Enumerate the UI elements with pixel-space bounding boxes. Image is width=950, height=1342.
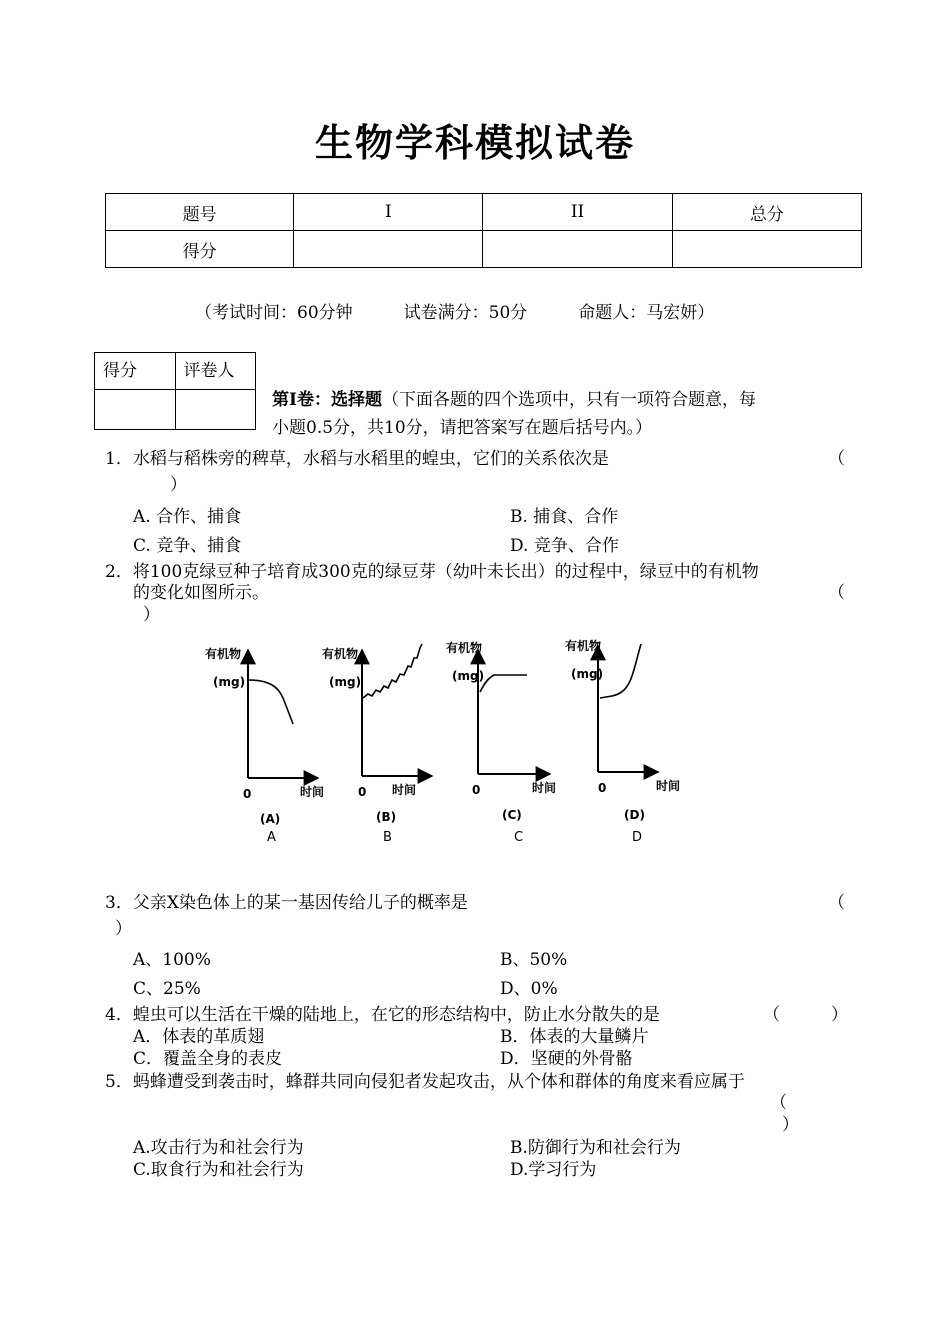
q1-answer-paren-open: （ [828, 449, 845, 469]
section1-desc: （下面各题的四个选项中，只有一项符合题意，每 [381, 390, 756, 410]
q5-answer-paren-open: （ [770, 1093, 787, 1113]
chart-c-origin: 0 [472, 783, 481, 797]
chart-c-ylabel: 有机物 [446, 641, 483, 655]
score-table-header: 总分 [672, 194, 861, 231]
q3-answer-paren-open: （ [828, 893, 845, 913]
q3-stem: 3．父亲X染色体上的某一基因传给儿子的概率是 [105, 893, 468, 913]
chart-c-xlabel: 时间 [532, 781, 557, 795]
score-table-header: II [483, 194, 672, 231]
chart-a-ylabel: 有机物 [205, 647, 242, 661]
q1-stem: 1．水稻与稻株旁的稗草，水稻与水稻里的蝗虫，它们的关系依次是 [105, 449, 609, 469]
q4-answer-paren: （ ） [763, 1005, 848, 1025]
chart-b-origin: 0 [358, 785, 367, 799]
chart-c-tag: (C) [502, 808, 522, 822]
chart-a [205, 646, 324, 845]
section1-line1 [272, 385, 756, 410]
q1-answer-paren-close: ） [170, 475, 187, 495]
chart-d-ylabel: 有机物 [565, 639, 602, 653]
chart-a-origin: 0 [243, 787, 252, 801]
chart-d-letter: D [632, 830, 643, 845]
chart-b [322, 644, 432, 845]
q1-option-c: C. 竞争、捕食 [133, 536, 242, 556]
chart-d-unit: (mg) [571, 667, 604, 681]
q5-option-a: A.攻击行为和社会行为 [133, 1138, 304, 1158]
q5-stem: 5．蚂蜂遭受到袭击时，蜂群共同向侵犯者发起攻击，从个体和群体的角度来看应属于 [105, 1072, 745, 1092]
q1-option-d: D. 竞争、合作 [510, 536, 619, 556]
score-cell[interactable] [483, 231, 672, 268]
chart-b-letter: B [383, 830, 392, 845]
grader-name-cell[interactable] [175, 390, 256, 430]
q5-option-c: C.取食行为和社会行为 [133, 1160, 304, 1180]
chart-b-unit: (mg) [329, 675, 362, 689]
chart-b-curve [363, 644, 422, 698]
q5-option-d: D.学习行为 [510, 1160, 597, 1180]
chart-c-letter: C [514, 830, 524, 845]
score-cell[interactable] [294, 231, 483, 268]
chart-d [565, 638, 680, 845]
q1-option-a: A. 合作、捕食 [133, 507, 242, 527]
chart-c-unit: (mg) [452, 669, 485, 683]
chart-a-curve [249, 680, 293, 724]
q4-option-b: B．体表的大量鳞片 [500, 1027, 649, 1047]
chart-c-curve [480, 675, 527, 692]
q2-answer-paren-close: ） [143, 605, 160, 625]
score-table-header: 题号 [106, 194, 294, 231]
chart-a-letter: A [267, 830, 276, 845]
q2-stem-line2: 的变化如图所示。 [133, 583, 269, 603]
chart-a-tag: (A) [260, 812, 281, 826]
q4-option-d: D．坚硬的外骨骼 [500, 1049, 633, 1069]
q3-option-b: B、50% [500, 950, 568, 970]
chart-d-tag: (D) [624, 808, 645, 822]
chart-b-ylabel: 有机物 [322, 647, 359, 661]
grader-score-label: 得分 [95, 353, 176, 390]
section1-desc-line2: 小题0.5分，共10分，请把答案写在题后括号内。） [272, 418, 653, 438]
q3-option-c: C、25% [133, 979, 201, 999]
q1-option-b: B. 捕食、合作 [510, 507, 619, 527]
q3-option-a: A、100% [133, 950, 211, 970]
grader-table [94, 352, 256, 430]
chart-b-xlabel: 时间 [392, 783, 417, 797]
chart-d-curve [600, 644, 641, 698]
q5-option-b: B.防御行为和社会行为 [510, 1138, 681, 1158]
q3-option-d: D、0% [500, 979, 558, 999]
chart-d-xlabel: 时间 [656, 779, 681, 793]
exam-info: （考试时间：60分钟 试卷满分：50分 命题人：马宏妍） [195, 303, 715, 323]
chart-a-unit: (mg) [213, 675, 246, 689]
q4-option-c: C．覆盖全身的表皮 [133, 1049, 283, 1069]
q5-answer-paren-close: ） [782, 1115, 799, 1135]
chart-d-origin: 0 [598, 781, 607, 795]
grader-name-label: 评卷人 [175, 353, 256, 390]
score-table [105, 193, 862, 268]
chart-a-xlabel: 时间 [300, 785, 325, 799]
score-table-header: I [294, 194, 483, 231]
section1-heading: 第Ⅰ卷：选择题 [272, 390, 382, 410]
score-table-row [106, 231, 862, 268]
q2-answer-paren-open: （ [828, 583, 845, 603]
q2-figure [0, 620, 950, 850]
score-cell[interactable] [672, 231, 861, 268]
score-table-header-row [106, 194, 862, 231]
page-title: 生物学科模拟试卷 [314, 120, 635, 165]
grader-score-cell[interactable] [95, 390, 176, 430]
chart-c [446, 640, 556, 845]
q4-option-a: A．体表的革质翅 [133, 1027, 265, 1047]
chart-b-tag: (B) [376, 810, 397, 824]
score-row-label: 得分 [106, 231, 294, 268]
q2-stem-line1: 2．将100克绿豆种子培育成300克的绿豆芽（幼叶未长出）的过程中，绿豆中的有机物 [105, 562, 759, 582]
q4-stem: 4．蝗虫可以生活在干燥的陆地上，在它的形态结构中，防止水分散失的是 [105, 1005, 660, 1025]
q3-answer-paren-close: ） [115, 919, 132, 939]
